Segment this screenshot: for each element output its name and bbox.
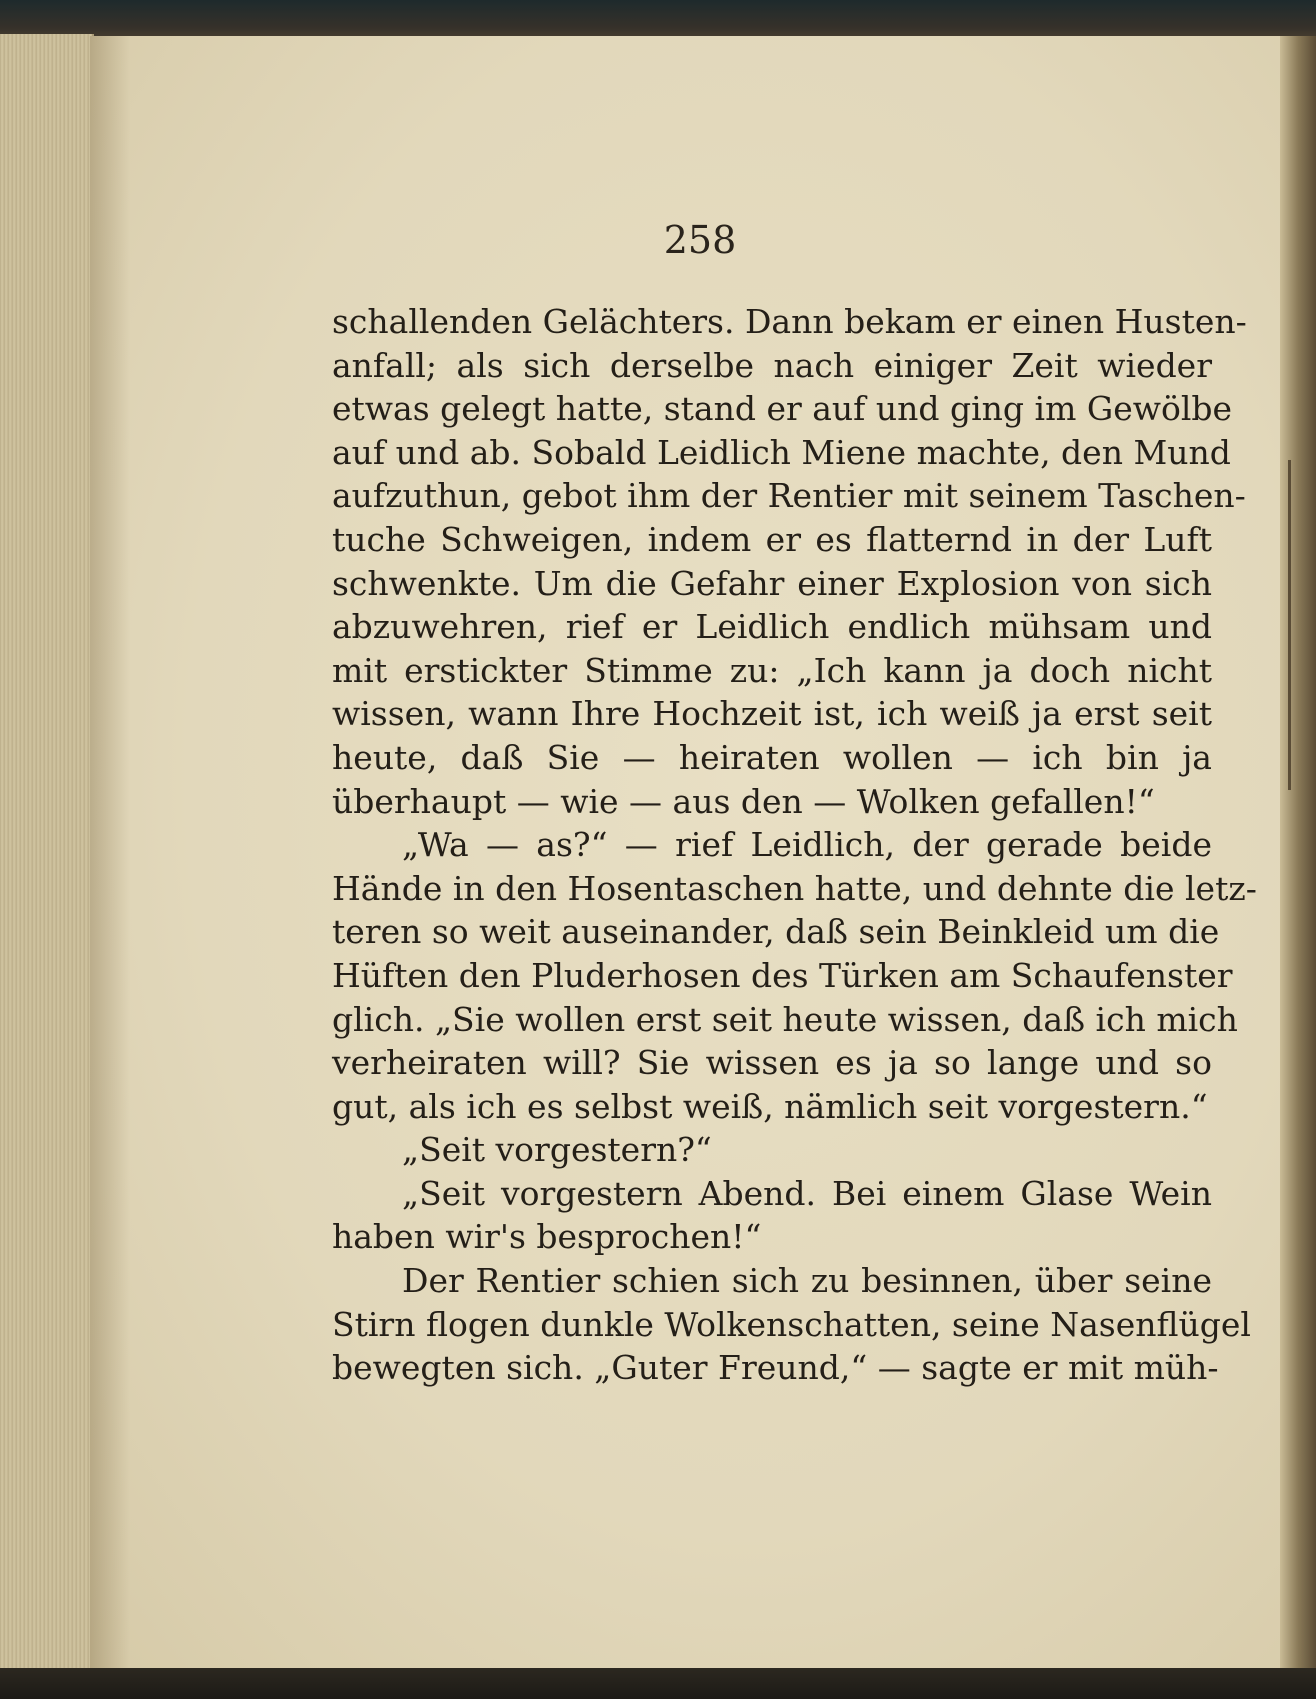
- page-stack-edge: [0, 34, 94, 1670]
- text-line: bewegten sich. „Guter Freund,“ — sagte er mit müh-: [332, 1348, 1219, 1388]
- book-right-edge: [1280, 36, 1316, 1670]
- text-line: „Seit vorgestern Abend. Bei einem Glase Wein: [402, 1173, 1212, 1213]
- text-line: haben wir's besprochen!“: [332, 1217, 762, 1257]
- text-line: etwas gelegt hatte, stand er auf und ging im Gewölbe: [332, 389, 1233, 429]
- text-line: gut, als ich es selbst weiß, nämlich seit vorgestern.“: [332, 1086, 1208, 1126]
- text-line: auf und ab. Sobald Leidlich Miene machte, den Mund: [332, 432, 1231, 472]
- text-line: Der Rentier schien sich zu besinnen, über seine: [402, 1261, 1212, 1301]
- text-line: schallenden Gelächters. Dann bekam er einen Husten-: [332, 302, 1247, 341]
- text-line: „Seit vorgestern?“: [402, 1130, 712, 1170]
- text-line: Hände in den Hosentaschen hatte, und dehnte die letz-: [332, 868, 1257, 908]
- text-line: schwenkte. Um die Gefahr einer Explosion von sich: [332, 563, 1212, 603]
- book-top-edge: [0, 0, 1316, 40]
- text-line: anfall; als sich derselbe nach einiger Zeit wieder: [332, 345, 1212, 385]
- page-crease: [1288, 460, 1291, 790]
- page-body-text: [332, 300, 1257, 1390]
- text-line: tuche Schweigen, indem er es flatternd in der Luft: [332, 519, 1212, 559]
- page-number: 258: [663, 218, 737, 262]
- text-line: wissen, wann Ihre Hochzeit ist, ich weiß ja erst seit: [332, 694, 1212, 734]
- text-line: aufzuthun, gebot ihm der Rentier mit seinem Taschen-: [332, 476, 1246, 516]
- gutter-shadow: [90, 36, 130, 1670]
- text-line: „Wa — as?“ — rief Leidlich, der gerade beide: [402, 825, 1212, 865]
- text-line: überhaupt — wie — aus den — Wolken gefallen!“: [332, 781, 1155, 821]
- text-line: heute, daß Sie — heiraten wollen — ich bin ja: [332, 737, 1212, 777]
- text-line: teren so weit auseinander, daß sein Beinkleid um die: [332, 912, 1220, 952]
- book-bottom-edge: [0, 1668, 1316, 1699]
- text-line: glich. „Sie wollen erst seit heute wissen, daß ich mich: [332, 999, 1238, 1039]
- text-line: abzuwehren, rief er Leidlich endlich mühsam und: [332, 607, 1212, 647]
- text-line: Stirn flogen dunkle Wolkenschatten, seine Nasenflügel: [332, 1304, 1251, 1344]
- text-line: Hüften den Pluderhosen des Türken am Schaufenster: [332, 955, 1233, 995]
- text-line: mit erstickter Stimme zu: „Ich kann ja doch nicht: [332, 650, 1212, 690]
- text-line: verheiraten will? Sie wissen es ja so lange und so: [332, 1043, 1212, 1083]
